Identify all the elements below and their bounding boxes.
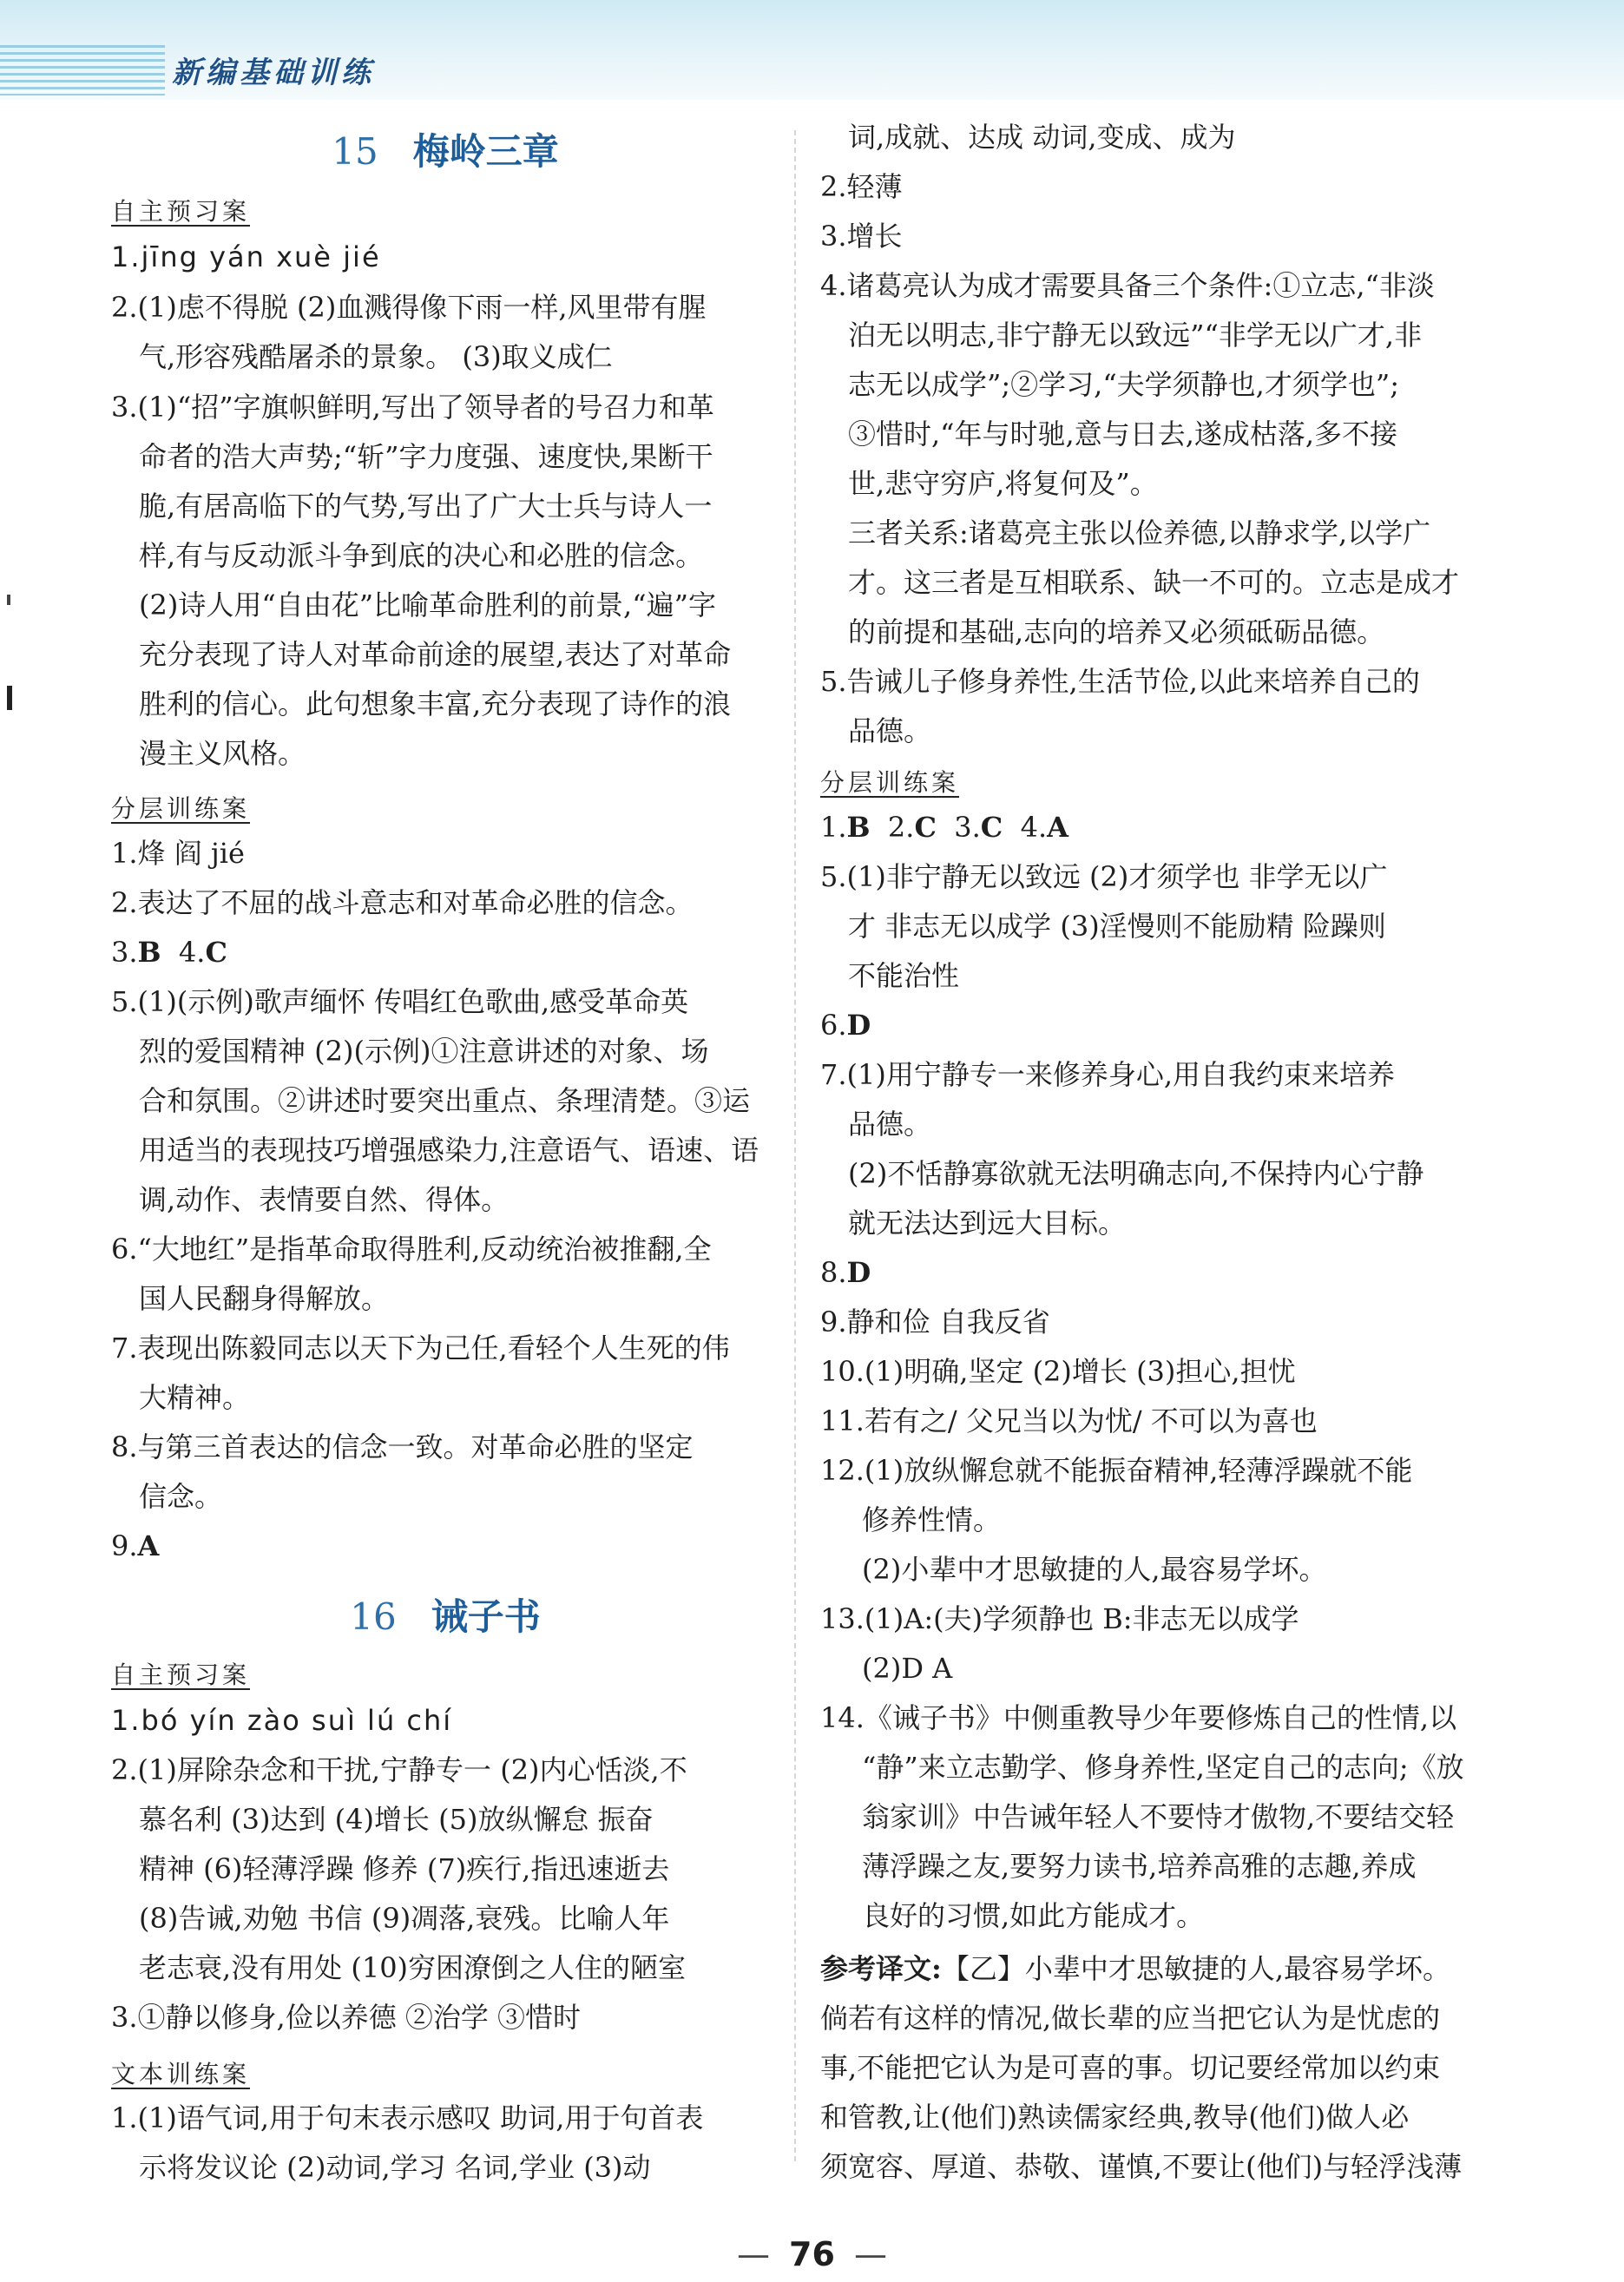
- answer-item: [111, 1522, 779, 1571]
- answer-line: 10.(1)明确,坚定 (2)增长 (3)担心,担忧: [820, 1355, 1296, 1388]
- answer-line: 良好的习惯,如此方能成才。: [862, 1899, 1205, 1932]
- answer-line: 11.若有之/ 父兄当以为忧/ 不可以为喜也: [820, 1404, 1318, 1437]
- answer-line: [111, 928, 779, 977]
- section-heading: 分层训练案: [111, 794, 251, 823]
- answer-item: [820, 261, 1490, 509]
- answer-line: 示将发议论 (2)动词,学习 名词,学业 (3)动: [139, 2151, 651, 2184]
- header-stripes: [0, 45, 165, 95]
- answer-item: [820, 1397, 1490, 1446]
- answer-line: 3.(1)“招”字旗帜鲜明,写出了领导者的号召力和革: [111, 391, 714, 424]
- reference-line: [820, 1944, 1532, 1994]
- answer-line: 14.《诫子书》中侧重教导少年要修炼自己的性情,以: [820, 1701, 1457, 1734]
- answer-line: 合和氛围。②讲述时要突出重点、条理清楚。③运: [139, 1084, 751, 1117]
- answer-line: 3.①静以修身,俭以养德 ②治学 ③惜时: [111, 2001, 582, 2034]
- answer-item: [820, 1693, 1490, 1941]
- answer-item: [111, 1993, 779, 2042]
- answer-line: 词,成就、达成 动词,变成、成为: [848, 121, 1236, 154]
- choice-answer: D: [846, 1009, 871, 1042]
- answer-line: [820, 1001, 1490, 1050]
- answer-line: 的前提和基础,志向的培养又必须砥砺品德。: [848, 615, 1385, 648]
- series-title: 新编基础训练: [172, 56, 375, 90]
- answer-line: 1.jīng yán xuè jié: [111, 240, 381, 273]
- answer-line: [820, 1248, 1490, 1298]
- answer-line: 13.(1)A:(夫)学须静也 B:非志无以成学: [820, 1602, 1299, 1635]
- choice-answer: C: [914, 811, 937, 844]
- answer-line: 才。这三者是互相联系、缺一不可的。立志是成才: [848, 566, 1460, 599]
- answer-item: [111, 283, 779, 382]
- answer-item: [820, 1149, 1490, 1248]
- answer-line: 脆,有居高临下的气势,写出了广大士兵与诗人一: [139, 490, 713, 523]
- answer-line: 气,形容残酷屠杀的景象。 (3)取义成仁: [139, 340, 613, 373]
- choice-answer: A: [1047, 811, 1068, 844]
- answer-line: 调,动作、表情要自然、得体。: [139, 1183, 510, 1216]
- answer-item: [111, 383, 779, 581]
- q-label: 4.: [161, 936, 206, 969]
- answer-item: [820, 212, 1490, 261]
- answer-item: [820, 113, 1490, 162]
- answer-line: 不能治性: [848, 959, 960, 992]
- answer-line: 5.(1)非宁静无以致远 (2)才须学也 非学无以广: [820, 860, 1388, 893]
- answer-item: [820, 852, 1490, 1001]
- answer-line: (2)小辈中才思敏捷的人,最容易学坏。: [862, 1553, 1327, 1586]
- q-label: 4.: [1003, 811, 1048, 844]
- lesson-number: 15: [332, 130, 378, 173]
- answer-item: [111, 581, 779, 779]
- answer-item: [111, 1746, 779, 1993]
- choice-answer: C: [205, 936, 227, 969]
- answer-line: 7.(1)用宁静专一来修养身心,用自我约束来培养: [820, 1058, 1396, 1091]
- answer-item: [111, 977, 779, 1225]
- answer-line: 7.表现出陈毅同志以天下为己任,看轻个人生死的伟: [111, 1332, 730, 1365]
- answer-line: 1.(1)语气词,用于句末表示感叹 助词,用于句首表: [111, 2101, 704, 2134]
- answer-line: 4.诸葛亮认为成才需要具备三个条件:①立志,“非淡: [820, 269, 1435, 302]
- answer-line: [820, 803, 1490, 852]
- answer-line: 烈的爱国精神 (2)(示例)①注意讲述的对象、场: [139, 1035, 709, 1068]
- answer-item: [820, 1001, 1490, 1050]
- answer-line: 5.告诫儿子修身养性,生活节俭,以此来培养自己的: [820, 665, 1420, 698]
- lesson-title: 诫子书: [431, 1595, 541, 1638]
- answer-line: 才 非志无以成学 (3)淫慢则不能励精 险躁则: [848, 910, 1386, 943]
- answer-line: 胜利的信心。此句想象丰富,充分表现了诗作的浪: [139, 687, 732, 720]
- answer-line: 漫主义风格。: [139, 737, 306, 770]
- answer-line: (2)不恬静寡欲就无法明确志向,不保持内心宁静: [848, 1157, 1424, 1190]
- answer-line: 精神 (6)轻薄浮躁 修养 (7)疾行,指迅速逝去: [139, 1852, 670, 1885]
- answer-item: [820, 1248, 1490, 1298]
- q-label: 9.: [111, 1529, 138, 1562]
- choice-answer: B: [846, 811, 871, 844]
- reference-line: 事,不能把它认为是可喜的事。切记要经常加以约束: [820, 2051, 1441, 2084]
- answer-item: [820, 803, 1490, 852]
- lesson-15-title: [111, 123, 779, 175]
- answer-item: [820, 657, 1490, 756]
- lesson-title: 梅岭三章: [412, 130, 559, 173]
- reference-line: 倘若有这样的情况,做长辈的应当把它认为是忧虑的: [820, 2002, 1441, 2035]
- answer-line: 6.“大地红”是指革命取得胜利,反动统治被推翻,全: [111, 1233, 712, 1266]
- answer-line: [111, 1522, 779, 1571]
- answer-line: 就无法达到远大目标。: [848, 1207, 1127, 1240]
- answer-item: [111, 1423, 779, 1522]
- answer-line: 2.轻薄: [820, 170, 903, 203]
- answer-line: 薄浮躁之友,要努力读书,培养高雅的志趣,养成: [862, 1850, 1417, 1883]
- answer-item: [111, 1324, 779, 1423]
- answer-item: [820, 1595, 1490, 1693]
- answer-line: (8)告诫,劝勉 书信 (9)凋落,衰残。比喻人年: [139, 1902, 670, 1935]
- answer-line: 5.(1)(示例)歌声缅怀 传唱红色歌曲,感受革命英: [111, 985, 689, 1018]
- reference-line: 须宽容、厚道、恭敬、谨慎,不要让(他们)与轻浮浅薄: [820, 2150, 1463, 2183]
- answer-item: [111, 233, 779, 282]
- answer-item: [111, 1696, 779, 1746]
- column-divider: [794, 130, 796, 2161]
- answer-line: (2)D A: [862, 1652, 953, 1685]
- answer-line: 慕名利 (3)达到 (4)增长 (5)放纵懈怠 振奋: [139, 1803, 654, 1836]
- answer-line: 12.(1)放纵懈怠就不能振奋精神,轻薄浮躁就不能: [820, 1454, 1413, 1487]
- answer-item: [820, 1347, 1490, 1397]
- section-heading: 分层训练案: [820, 768, 960, 797]
- reference-translation: [820, 1944, 1532, 2192]
- choice-answer: D: [846, 1256, 871, 1289]
- answer-item: [111, 1225, 779, 1324]
- answer-item: [111, 2094, 779, 2193]
- answer-line: 9.静和俭 自我反省: [820, 1305, 1050, 1338]
- answer-line: ③惜时,“年与时驰,意与日去,遂成枯落,多不接: [848, 418, 1398, 450]
- answer-item: [820, 1298, 1490, 1347]
- page-number-value: 76: [789, 2235, 835, 2273]
- answer-item: [111, 928, 779, 977]
- answer-line: 泊无以明志,非宁静无以致远”“非学无以广才,非: [848, 319, 1423, 352]
- answer-line: “静”来立志勤学、修身养性,坚定自己的志向;《放: [862, 1751, 1464, 1784]
- answer-line: 大精神。: [139, 1381, 251, 1414]
- lesson-number: 16: [350, 1595, 397, 1638]
- q-label: 6.: [820, 1009, 847, 1042]
- answer-line: 品德。: [848, 714, 932, 747]
- answer-line: 三者关系:诸葛亮主张以俭养德,以静求学,以学广: [848, 516, 1431, 549]
- answer-item: [111, 878, 779, 928]
- lesson-16-title: [111, 1588, 779, 1641]
- answer-line: 命者的浩大声势;“斩”字力度强、速度快,果断干: [139, 440, 713, 473]
- answer-line: 充分表现了诗人对革命前途的展望,表达了对革命: [139, 638, 732, 671]
- answer-item: [820, 1050, 1490, 1149]
- choice-answer: B: [137, 936, 161, 969]
- reference-line: 和管教,让(他们)熟读儒家经典,教导(他们)做人必: [820, 2101, 1410, 2134]
- reference-label: 参考译文:: [820, 1952, 942, 1985]
- q-label: 2.: [870, 811, 915, 844]
- choice-answer: C: [980, 811, 1003, 844]
- q-label: 3.: [111, 936, 138, 969]
- answer-line: 世,悲守穷庐,将复何及”。: [848, 467, 1158, 500]
- answer-line: 修养性情。: [862, 1503, 1002, 1536]
- answer-item: [111, 829, 779, 878]
- section-heading: 自主预习案: [111, 1661, 251, 1689]
- answer-line: 翁家训》中告诫年轻人不要恃才傲物,不要结交轻: [862, 1800, 1455, 1833]
- answer-item: [820, 1545, 1490, 1595]
- section-heading: 自主预习案: [111, 197, 251, 226]
- answer-item: [820, 1446, 1490, 1545]
- answer-line: (2)诗人用“自由花”比喻革命胜利的前景,“遍”字: [139, 589, 716, 621]
- answer-line: 2.(1)虑不得脱 (2)血溅得像下雨一样,风里带有腥: [111, 291, 707, 324]
- answer-line: 2.表达了不屈的战斗意志和对革命必胜的信念。: [111, 886, 694, 919]
- answer-line: 2.(1)屏除杂念和干扰,宁静专一 (2)内心恬淡,不: [111, 1753, 687, 1786]
- choice-answer: A: [137, 1529, 160, 1562]
- answer-line: 1.烽 阎 jié: [111, 837, 245, 870]
- answer-item: [820, 162, 1490, 212]
- answer-line: 老志衰,没有用处 (10)穷困潦倒之人住的陋室: [139, 1951, 687, 1984]
- answer-line: 志无以成学”;②学习,“夫学须静也,才须学也”;: [848, 368, 1399, 401]
- answer-line: 信念。: [139, 1480, 223, 1513]
- answer-line: 用适当的表现技巧增强感染力,注意语气、语速、语: [139, 1134, 759, 1167]
- section-heading: 文本训练案: [111, 2060, 251, 2088]
- answer-item: [820, 509, 1490, 657]
- header-banner: [0, 0, 1624, 100]
- answer-line: 品德。: [848, 1108, 932, 1141]
- answer-line: 国人民翻身得解放。: [139, 1282, 390, 1315]
- answer-line: 3.增长: [820, 220, 903, 253]
- q-label: 8.: [820, 1256, 847, 1289]
- reference-text: 【乙】小辈中才思敏捷的人,最容易学坏。: [941, 1952, 1451, 1985]
- q-label: 1.: [820, 811, 847, 844]
- page-number: — 76 —: [737, 2235, 887, 2273]
- q-label: 3.: [936, 811, 981, 844]
- answer-line: 8.与第三首表达的信念一致。对革命必胜的坚定: [111, 1430, 694, 1463]
- answer-line: 样,有与反动派斗争到底的决心和必胜的信念。: [139, 539, 704, 572]
- scan-mark: [7, 686, 12, 710]
- answer-line: 1.bó yín zào suì lú chí: [111, 1704, 453, 1737]
- scan-mark: [7, 595, 10, 605]
